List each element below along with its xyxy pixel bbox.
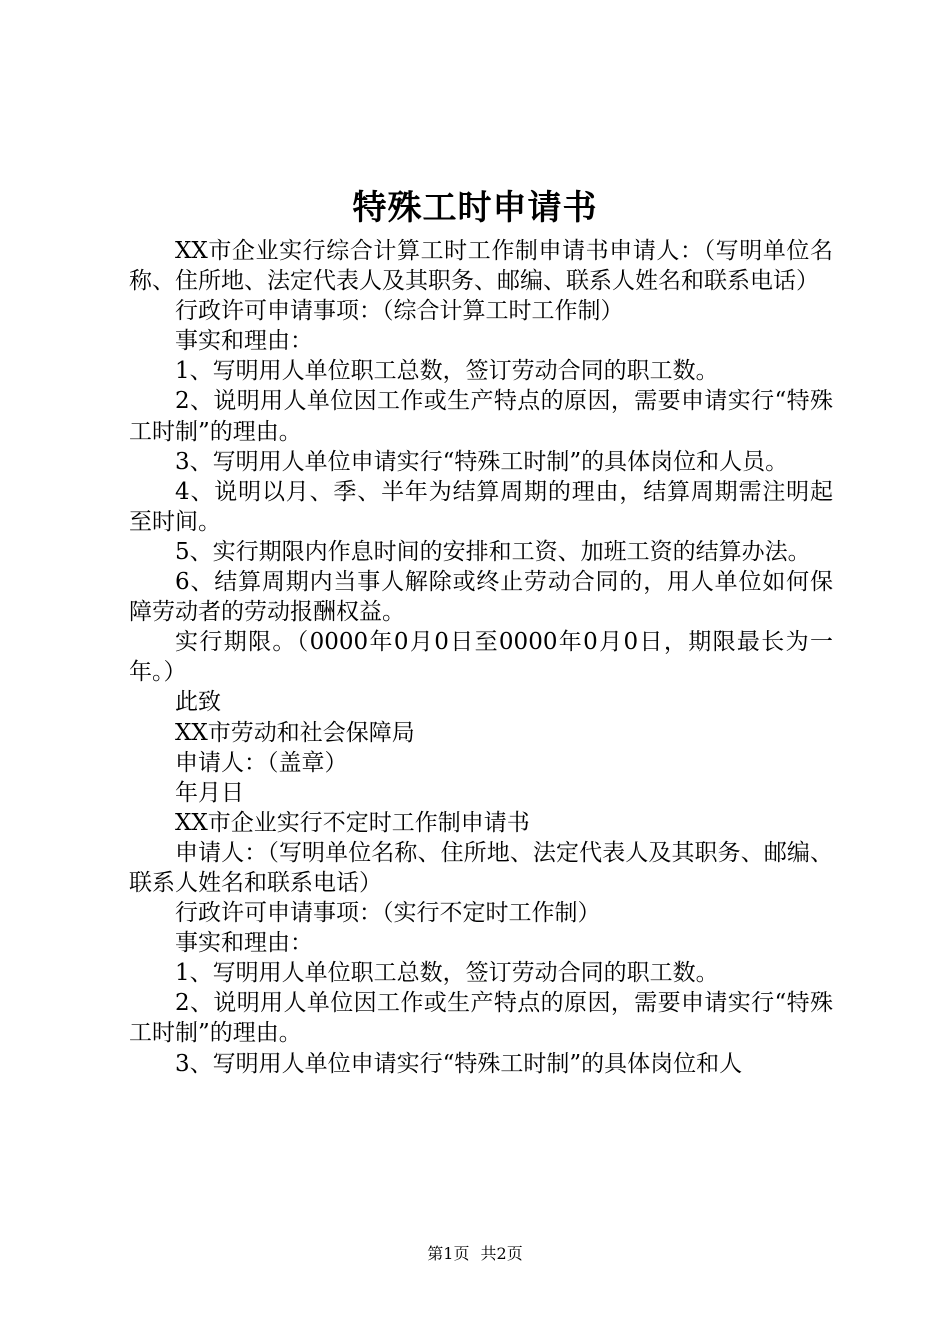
paragraph: 1、写明用人单位职工总数，签订劳动合同的职工数。: [175, 358, 719, 385]
paragraph: 申请人：（写明单位名称、住所地、法定代表人及其职务、邮编、联系人姓名和联系电话）: [129, 839, 833, 896]
paragraph: 2、说明用人单位因工作或生产特点的原因，需要申请实行“特殊工时制”的理由。: [129, 990, 833, 1047]
document-title: 特殊工时申请书: [352, 188, 598, 228]
document-body: [129, 236, 833, 1079]
paragraph: 申请人：（盖章）: [175, 749, 348, 776]
paragraph: XX市企业实行综合计算工时工作制申请书申请人：（写明单位名称、住所地、法定代表人及其职务、邮编、联系人姓名和联系电话）: [129, 238, 833, 295]
paragraph: 事实和理由：: [175, 328, 313, 355]
page-total: 共2页: [480, 1244, 523, 1263]
paragraph: 3、写明用人单位申请实行“特殊工时制”的具体岗位和人员。: [175, 448, 789, 475]
page-number: 第1页: [427, 1244, 470, 1263]
paragraph: 事实和理由：: [175, 930, 313, 957]
paragraph: 1、写明用人单位职工总数，签订劳动合同的职工数。: [175, 960, 719, 987]
paragraph: XX市企业实行不定时工作制申请书: [175, 809, 530, 836]
paragraph: 3、写明用人单位申请实行“特殊工时制”的具体岗位和人: [175, 1050, 743, 1077]
page-footer: [0, 1242, 950, 1266]
paragraph: 2、说明用人单位因工作或生产特点的原因，需要申请实行“特殊工时制”的理由。: [129, 388, 833, 445]
paragraph: 此致: [175, 689, 221, 716]
paragraph: 行政许可申请事项：（实行不定时工作制）: [175, 900, 601, 927]
paragraph: 年月日: [175, 779, 244, 806]
paragraph: XX市劳动和社会保障局: [175, 719, 415, 746]
paragraph: 6、结算周期内当事人解除或终止劳动合同的，用人单位如何保障劳动者的劳动报酬权益。: [129, 569, 833, 626]
paragraph: 行政许可申请事项：（综合计算工时工作制）: [175, 298, 624, 325]
paragraph: 4、说明以月、季、半年为结算周期的理由，结算周期需注明起至时间。: [129, 478, 833, 535]
paragraph: 实行期限。（0000年0月0日至0000年0月0日，期限最长为一年。）: [129, 629, 833, 686]
paragraph: 5、实行期限内作息时间的安排和工资、加班工资的结算办法。: [175, 538, 811, 565]
